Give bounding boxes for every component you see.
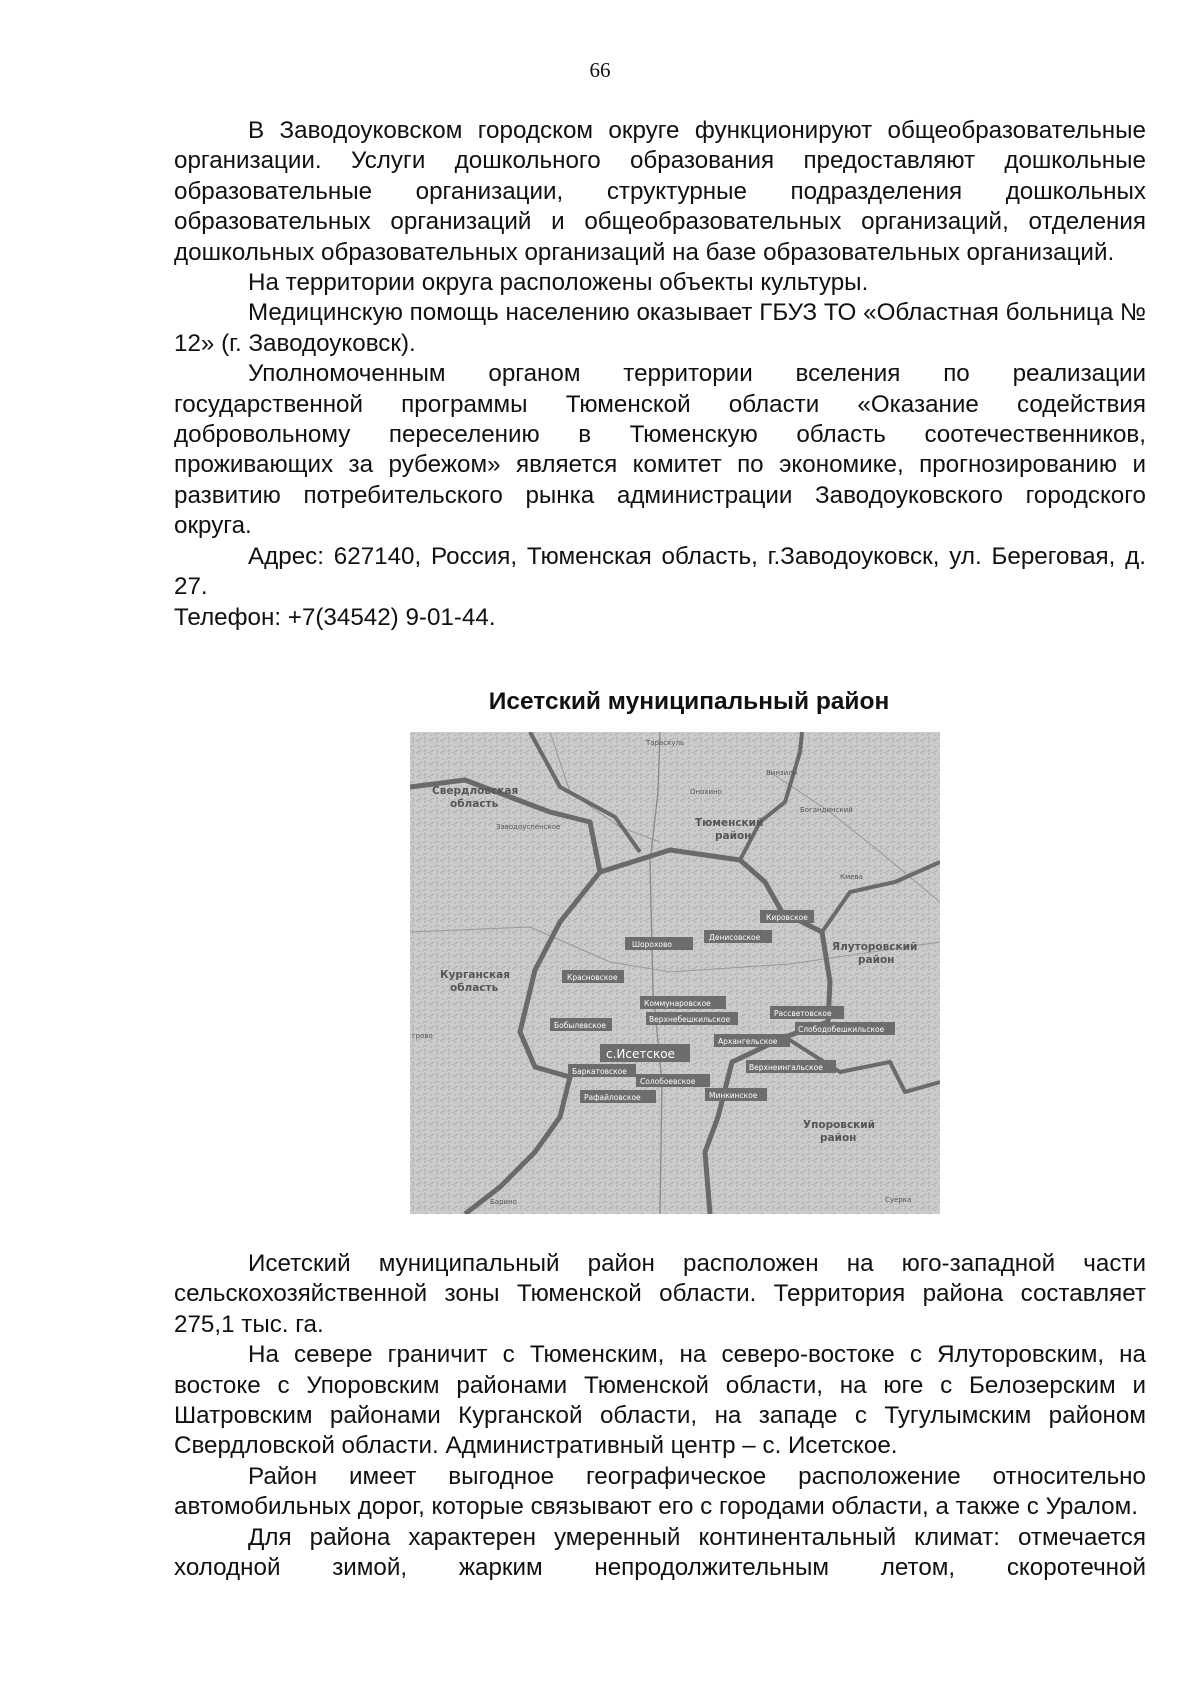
svg-text:Коммунаровское: Коммунаровское [644,999,711,1008]
settlement-krasnovskoe [562,970,624,983]
svg-text:Архангельское: Архангельское [718,1037,778,1046]
settlement-arkhangelskoe [714,1034,790,1047]
place-label: Богандинский [800,806,853,814]
place-label: Винзили [766,769,798,777]
region-label: район [820,1132,857,1144]
region-label: район [715,830,752,842]
region-label: Упоровский [803,1119,876,1131]
settlement-verkhneingalskoe [746,1060,836,1073]
settlement-minkinskoe [705,1088,767,1101]
svg-text:Кировское: Кировское [766,913,808,922]
settlement-kommunarovskoe [640,996,726,1009]
region-label: район [858,954,895,966]
svg-text:Рафайловское: Рафайловское [584,1093,641,1102]
region-label: Курганская [440,969,510,981]
settlement-denisovskoe [704,930,772,943]
svg-text:Рассветовское: Рассветовское [774,1009,832,1018]
paragraph: В Заводоуковском городском округе функционируют общеобразовательные организации. Услуги дошкольного образования предоставляют дошкольные образовательные организации, структурные подразделения дошкольных образовательных организаций и общеобразовательных организаций, отделения дошкольных образовательных организаций на базе образовательных организаций. [174,117,1146,266]
svg-text:Бобылевское: Бобылевское [554,1021,606,1030]
settlement-kirovskoe [760,910,814,923]
settlement-isetskoe-center [600,1044,690,1062]
svg-text:Слободобешкильское: Слободобешкильское [798,1025,885,1034]
region-label: Ялуторовский [832,941,918,953]
text-block-top [174,116,1146,633]
svg-text:Минкинское: Минкинское [709,1091,758,1100]
svg-text:с.Исетское: с.Исетское [606,1047,675,1061]
place-label: Заводоуспенское [496,823,561,831]
paragraph: Медицинскую помощь населению оказывает ГБУЗ ТО «Областная больница № 12» (г. Заводоуковск). [174,299,1146,357]
place-label: Тараскуль [646,739,685,747]
phone-paragraph: Телефон: +7(34542) 9-01-44. [174,603,496,631]
svg-text:Красновское: Красновское [567,973,618,982]
svg-text:Верхнеингальское: Верхнеингальское [749,1063,823,1072]
svg-text:Баркатовское: Баркатовское [572,1067,627,1076]
section-heading: Исетский муниципальный район [488,688,890,715]
page-number: 66 [589,58,611,82]
settlement-slobodobeshkilskoe [795,1022,895,1035]
region-label: область [450,982,499,994]
address-paragraph: Адрес: 627140, Россия, Тюменская область, г.Заводоуковск, ул. Береговая, д. 27. [174,542,1146,601]
svg-text:Шорохово: Шорохово [632,940,672,949]
paragraph: Для района характерен умеренный континентальный климат: отмечается холодной зимой, жарким непродолжительным летом, скоротечной [174,1523,1146,1582]
settlement-verkhneboshkinskoe [646,1012,738,1025]
place-label: грово [412,1032,433,1040]
region-label: Свердловская [432,785,519,797]
place-label: Суерка [885,1196,912,1204]
settlement-bobylevskoe [550,1018,612,1031]
district-map-svg [410,732,940,1214]
settlement-barkatovskoe [568,1064,636,1077]
paragraph: На севере граничит с Тюменским, на северо-востоке с Ялуторовским, на востоке с Упоровским районами Тюменской области, на юге с Белозерским и Шатровским районами Курганской области, на западе с Тугулымским районом Свердловской области. Административный центр – с. Исетское. [174,1341,1146,1460]
paragraph: Район имеет выгодное географическое расположение относительно автомобильных дорог, которые связывают его с городами области, а также с Уралом. [174,1462,1146,1521]
place-label: Барино [490,1198,517,1206]
paragraph: Уполномоченным органом территории вселения по реализации государственной программы Тюменской области «Оказание содействия добровольному переселению в Тюменскую область соотечественников, проживающих за рубежом» является комитет по экономике, прогнозированию и развитию потребительского рынка администрации Заводоуковского городского округа. [174,360,1146,540]
place-label: Кмева [840,873,863,881]
settlement-rassvetovskoe [770,1006,844,1019]
svg-text:Денисовское: Денисовское [709,933,761,942]
text-block-bottom [174,1249,1146,1583]
region-label: Тюменский [695,817,764,829]
place-label: Онохино [690,788,722,796]
paragraph: На территории округа расположены объекты культуры. [248,269,869,297]
paragraph: Исетский муниципальный район расположен на юго-западной части сельскохозяйственной зоны Тюменской области. Территория района составляет 275,1 тыс. га. [174,1250,1146,1338]
svg-text:Солобоевское: Солобоевское [640,1077,696,1086]
svg-text:Верхнебешкильское: Верхнебешкильское [649,1015,731,1024]
district-map [410,732,940,1214]
settlement-solobovskoe [636,1074,710,1087]
settlement-sherkhovskoe [625,937,693,950]
region-label: область [450,798,499,810]
settlement-rafailovskoe [580,1090,656,1103]
